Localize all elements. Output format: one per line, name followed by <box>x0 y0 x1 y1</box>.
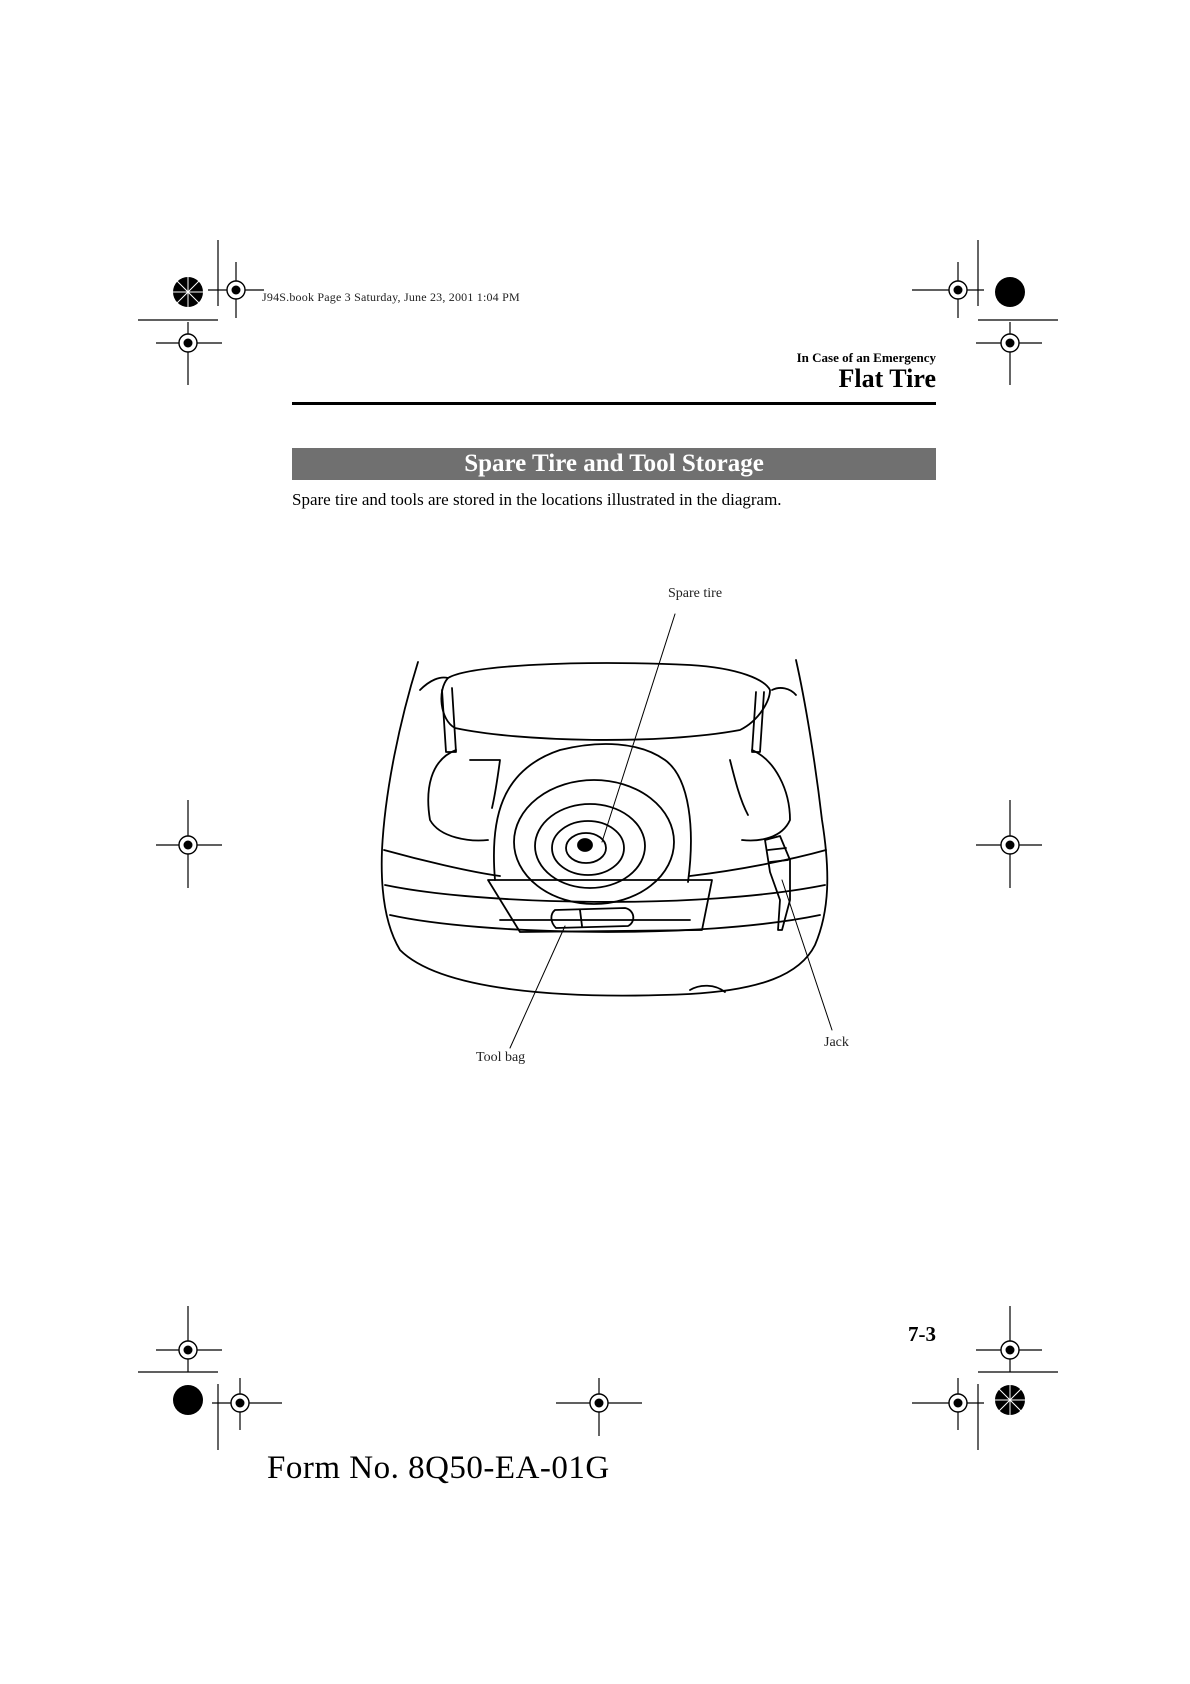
section-banner: Spare Tire and Tool Storage <box>292 448 936 480</box>
page-number: 7-3 <box>908 1322 936 1346</box>
intro-paragraph: Spare tire and tools are stored in the locations illustrated in the diagram. <box>292 490 782 509</box>
callout-jack: Jack <box>824 1035 849 1050</box>
callout-tool-bag: Tool bag <box>476 1050 526 1065</box>
form-number: Form No. 8Q50-EA-01G <box>267 1450 610 1486</box>
print-header: J94S.book Page 3 Saturday, June 23, 2001 1:04 PM <box>262 290 520 304</box>
section-label: In Case of an Emergency <box>796 350 936 365</box>
callout-spare-tire: Spare tire <box>668 586 723 601</box>
page-title: Flat Tire <box>838 364 936 393</box>
